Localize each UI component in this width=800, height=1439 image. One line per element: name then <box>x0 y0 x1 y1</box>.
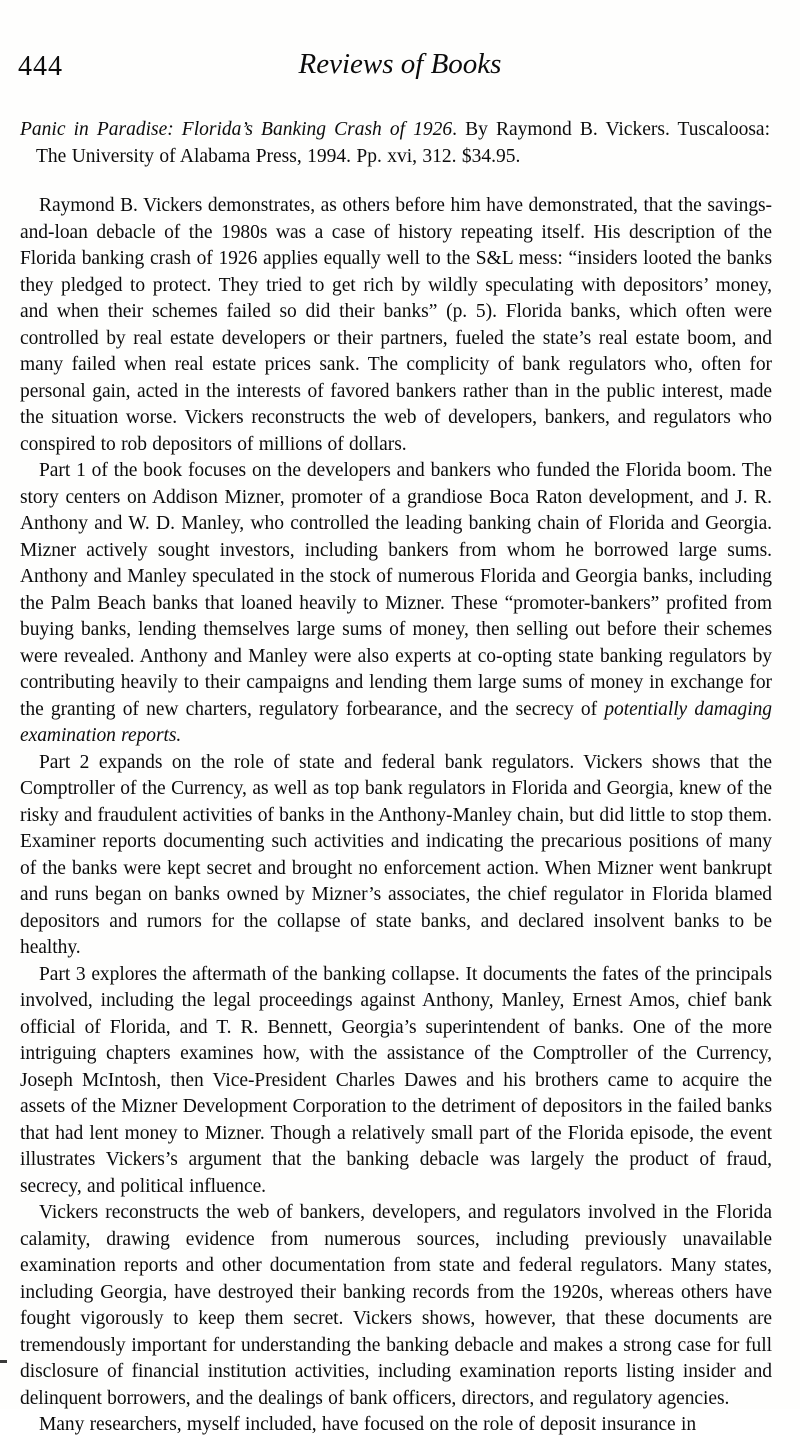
review-paragraph-2-emphasis: potentially damaging examination reports. <box>20 698 772 746</box>
page-header <box>0 48 800 84</box>
citation-publication: . By Raymond B. Vickers. Tuscaloosa: The University of Alabama Press, 1994. Pp. xvi, 312. $34.95. <box>36 119 771 167</box>
review-paragraph-2 <box>20 458 772 750</box>
review-paragraph-2-text: Part 1 of the book focuses on the developers and bankers who funded the Florida boom. The story centers on Addison Mizner, promoter of a grandiose Boca Raton development, and J. R. Anthony and W. D. Manley, who controlled the leading banking chain of Florida and Georgia. Mizner actively sought investors, including bankers from whom he borrowed large sums. Anthony and Manley speculated in the stock of numerous Florida and Georgia banks, including the Palm Beach banks that loaned heavily to Mizner. These “promoter-bankers” profited from buying banks, lending themselves large sums of money, then selling out before their schemes were revealed. Anthony and Manley were also experts at co-opting state banking regulators by contributing heavily to their campaigns and lending them large sums of money in exchange for the granting of new charters, regulatory forbearance, and the secrecy of <box>20 460 772 720</box>
review-paragraph-4: Part 3 explores the aftermath of the banking collapse. It documents the fates of the principals involved, including the legal proceedings against Anthony, Manley, Ernest Amos, chief bank official of Florida, and T. R. Bennett, Georgia’s superintendent of banks. One of the more intriguing chapters examines how, with the assistance of the Comptroller of the Currency, Joseph McIntosh, then Vice-President Charles Dawes and his brothers came to acquire the assets of the Mizner Development Corporation to the detriment of depositors in the failed banks that had lent money to Mizner. Though a relatively small part of the Florida episode, the event illustrates Vickers’s argument that the banking debacle was largely the product of fraud, secrecy, and political influence. <box>20 963 772 1197</box>
scan-artifact-mark <box>0 1360 7 1363</box>
review-paragraph-3: Part 2 expands on the role of state and federal bank regulators. Vickers shows that the Comptroller of the Currency, as well as top bank regulators in Florida and Georgia, knew of the risky and fraudulent activities of banks in the Anthony-Manley chain, but did little to stop them. Examiner reports documenting such activities and indicating the precarious positions of many of the banks were kept secret and brought no enforcement action. When Mizner went bankrupt and runs began on banks owned by Mizner’s associates, the chief regulator in Florida blamed depositors and rumors for the collapse of state banks, and declared insolvent banks to be healthy. <box>20 751 772 958</box>
review-body <box>20 193 772 1439</box>
page-number: 444 <box>18 51 63 82</box>
running-head: Reviews of Books <box>298 48 502 80</box>
review-paragraph-5: Vickers reconstructs the web of bankers, developers, and regulators involved in the Florida calamity, drawing evidence from numerous sources, including previously unavailable examination reports and other documentation from state and federal regulators. Many states, including Georgia, have destroyed their banking records from the 1920s, whereas others have fought vigorously to keep them secret. Vickers shows, however, that these documents are tremendously important for understanding the banking debacle and makes a strong case for full disclosure of financial institution activities, including examination reports listing insider and delinquent borrowers, and the dealings of bank officers, directors, and regulatory agencies. <box>20 1202 772 1409</box>
book-citation <box>20 116 770 170</box>
book-title: Panic in Paradise: Florida’s Banking Crash of 1926 <box>20 119 453 140</box>
review-paragraph-6: Many researchers, myself included, have focused on the role of deposit insurance in <box>39 1414 697 1435</box>
review-paragraph-1: Raymond B. Vickers demonstrates, as others before him have demonstrated, that the savings-and-loan debacle of the 1980s was a case of history repeating itself. His description of the Florida banking crash of 1926 applies equally well to the S&L mess: “insiders looted the banks they pledged to protect. They tried to get rich by wildly speculating with depositors’ money, and when their schemes failed so did their banks” (p. 5). Florida banks, which often were controlled by real estate developers or their partners, fueled the state’s real estate boom, and many failed when real estate prices sank. The complicity of bank regulators who, often for personal gain, acted in the interests of favored bankers rather than in the public interest, made the situation worse. Vickers reconstructs the web of developers, bankers, and regulators who conspired to rob depositors of millions of dollars. <box>20 195 772 455</box>
